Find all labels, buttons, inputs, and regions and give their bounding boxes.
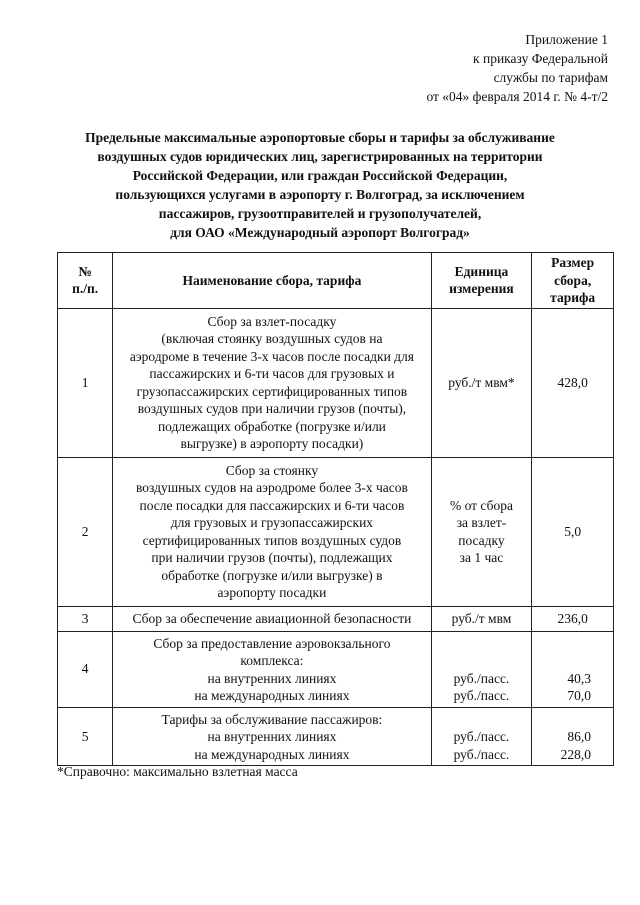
unit-line: за взлет- <box>456 515 507 530</box>
row-num: 3 <box>58 606 113 631</box>
row-value <box>532 631 614 707</box>
unit-line: % от сбора <box>449 497 513 513</box>
row-unit <box>431 308 532 457</box>
appendix-line: к приказу Федеральной <box>473 51 608 66</box>
title-line: пользующихся услугами в аэропорту г. Волгоград, за исключением <box>115 187 525 202</box>
appendix-line: от «04» февраля 2014 г. № 4-т/2 <box>426 89 608 104</box>
title-line: Российской Федерации, или граждан Российской Федерации, <box>132 168 508 183</box>
row-name <box>113 308 431 457</box>
name-line: грузопассажирских сертифицированных типов <box>136 383 408 399</box>
row-name <box>113 631 431 707</box>
header-value-line: тарифа <box>550 290 596 305</box>
name-line: Сбор за взлет-посадку <box>207 313 337 329</box>
name-line: подлежащих обработке (погрузке и/или <box>157 418 386 434</box>
row-unit <box>431 457 532 606</box>
name-line: после посадки для пассажирских и 6-ти часов <box>139 497 405 513</box>
row-name <box>113 707 431 766</box>
name-line: аэропорту посадки <box>217 585 327 600</box>
header-value-line: сбора, <box>554 272 592 288</box>
name-line: на международных линиях <box>194 746 350 762</box>
table-row <box>58 606 614 631</box>
footnote: *Справочно: максимально взлетная масса <box>57 764 298 779</box>
name-line: на внутренних линиях <box>207 670 337 686</box>
appendix-header <box>426 30 608 106</box>
name-line: Сбор за обеспечение авиационной безопасности <box>132 610 412 626</box>
name-line: воздушных судов на аэродроме более 3-х часов <box>135 480 408 495</box>
table-row <box>58 707 614 766</box>
unit-line: за 1 час <box>459 550 504 565</box>
unit-line: руб./пасс. <box>453 729 510 744</box>
name-line: при наличии грузов (почты), подлежащих <box>151 550 393 565</box>
name-line: выгрузке) в аэропорту посадки) <box>180 436 364 451</box>
name-line: (включая стоянку воздушных судов на <box>161 331 383 346</box>
unit-line: руб./т мвм <box>451 610 512 626</box>
row-num: 5 <box>58 707 113 766</box>
header-num-line: п./п. <box>72 281 99 297</box>
header-value-line: Размер <box>551 255 595 270</box>
header-unit-line: измерения <box>449 281 514 297</box>
name-line: для грузовых и грузопассажирских <box>170 515 374 530</box>
row-unit <box>431 707 532 766</box>
table-header-row <box>58 253 614 309</box>
row-name <box>113 606 431 631</box>
title-line: пассажиров, грузоотправителей и грузополучателей, <box>158 206 482 221</box>
row-unit <box>431 631 532 707</box>
value-line: 236,0 <box>557 610 588 626</box>
value-line: 5,0 <box>564 523 582 539</box>
header-num-line: № <box>78 263 92 279</box>
appendix-line: службы по тарифам <box>493 70 608 85</box>
name-line: обработке (погрузке и/или выгрузке) в <box>161 567 383 583</box>
name-line: на внутренних линиях <box>207 729 337 744</box>
row-value <box>532 308 614 457</box>
title-line: воздушных судов юридических лиц, зарегистрированных на территории <box>97 149 543 164</box>
tariff-table <box>57 252 614 766</box>
unit-line: руб./пасс. <box>453 670 510 686</box>
value-line: 40,3 <box>567 670 591 686</box>
row-num: 4 <box>58 631 113 707</box>
unit-line: руб./пасс. <box>453 688 510 703</box>
name-line: сертифицированных типов воздушных судов <box>142 532 402 548</box>
row-num: 1 <box>58 308 113 457</box>
name-line: на международных линиях <box>194 688 350 703</box>
table-row <box>58 308 614 457</box>
document-title <box>40 128 600 242</box>
name-line: пассажирских и 6-ти часов для грузовых и <box>149 366 395 381</box>
name-line: Сбор за предоставление аэровокзального <box>153 635 391 651</box>
header-unit <box>431 253 532 309</box>
unit-line: руб./пасс. <box>453 746 510 762</box>
unit-line: руб./т мвм* <box>448 374 515 390</box>
row-name <box>113 457 431 606</box>
row-value <box>532 707 614 766</box>
row-num: 2 <box>58 457 113 606</box>
name-line: Тарифы за обслуживание пассажиров: <box>161 711 383 727</box>
header-value <box>532 253 614 309</box>
row-unit <box>431 606 532 631</box>
table-row <box>58 631 614 707</box>
row-value <box>532 606 614 631</box>
value-line: 428,0 <box>557 374 588 390</box>
name-line: комплекса: <box>240 653 304 668</box>
value-line: 86,0 <box>567 729 591 744</box>
header-name: Наименование сбора, тарифа <box>113 253 431 309</box>
appendix-line: Приложение 1 <box>525 32 608 47</box>
table-row <box>58 457 614 606</box>
value-line: 70,0 <box>567 688 591 703</box>
header-num <box>58 253 113 309</box>
value-line: 228,0 <box>560 746 591 762</box>
name-line: Сбор за стоянку <box>225 462 319 478</box>
header-unit-line: Единица <box>454 263 509 279</box>
title-line: Предельные максимальные аэропортовые сборы и тарифы за обслуживание <box>85 130 555 145</box>
name-line: аэродроме в течение 3-х часов после посадки для <box>129 348 415 364</box>
title-line: для ОАО «Международный аэропорт Волгоград» <box>170 225 470 240</box>
row-value <box>532 457 614 606</box>
name-line: воздушных судов при наличии грузов (почты), <box>137 401 407 416</box>
unit-line: посадку <box>458 532 505 548</box>
